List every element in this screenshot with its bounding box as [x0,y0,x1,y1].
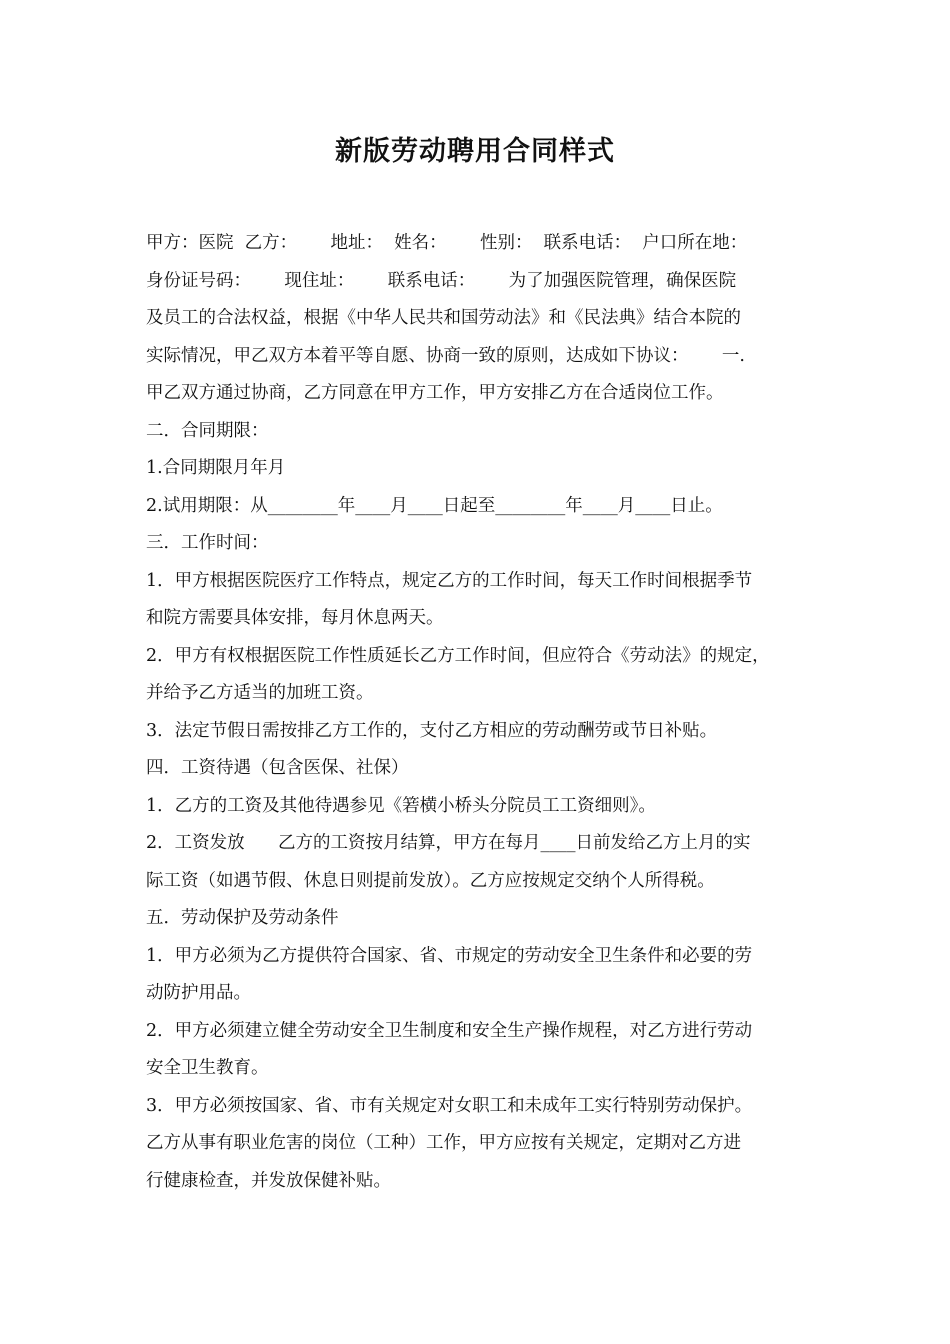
paragraph-line: 际工资（如遇节假、休息日则提前发放）。乙方应按规定交纳个人所得税。 [146,870,715,891]
paragraph-line: 并给予乙方适当的加班工资。 [146,683,374,703]
paragraph-line: 身份证号码： 现住址： 联系电话： 为了加强医院管理，确保医院 [146,270,737,291]
paragraph-line: 及员工的合法权益，根据《中华人民共和国劳动法》和《民法典》结合本院的 [146,308,741,328]
paragraph-line: 行健康检查，并发放保健补贴。 [146,1170,391,1191]
section-heading: 三．工作时间： [146,533,269,553]
paragraph-line: 3．法定节假日需按排乙方工作的，支付乙方相应的劳动酬劳或节日补贴。 [146,720,718,741]
paragraph-line: 1．甲方必须为乙方提供符合国家、省、市规定的劳动安全卫生条件和必要的劳 [146,945,753,966]
paragraph-line: 3．甲方必须按国家、省、市有关规定对女职工和未成年工实行特别劳动保护。 [146,1095,753,1116]
paragraph-line: 动防护用品。 [146,983,251,1003]
paragraph-line: 2．工资发放 乙方的工资按月结算，甲方在每月____日前发给乙方上月的实 [146,833,751,853]
document-title: 新版劳动聘用合同样式 [335,136,615,167]
paragraph-line: 2.试用期限：从________年____月____日起至________年____月____日止。 [146,495,723,516]
paragraph-line: 和院方需要具体安排，每月休息两天。 [146,608,444,628]
paragraph-line: 乙方从事有职业危害的岗位（工种）工作，甲方应按有关规定，定期对乙方进 [146,1133,741,1153]
paragraph-line: 1.合同期限月年月 [146,458,286,478]
paragraph-line: 甲乙双方通过协商，乙方同意在甲方工作，甲方安排乙方在合适岗位工作。 [146,383,724,403]
section-heading: 四．工资待遇（包含医保、社保） [146,758,409,778]
paragraph-line: 甲方：医院 乙方： 地址： 姓名： 性别： 联系电话： 户口所在地： [146,233,748,253]
paragraph-line: 2．甲方有权根据医院工作性质延长乙方工作时间，但应符合《劳动法》的规定， [146,645,770,666]
section-heading: 五．劳动保护及劳动条件 [146,908,339,928]
paragraph-line: 2．甲方必须建立健全劳动安全卫生制度和安全生产操作规程，对乙方进行劳动 [146,1020,753,1041]
document-body [146,225,814,1200]
paragraph-line: 1．乙方的工资及其他待遇参见《箬横小桥头分院员工工资细则》。 [146,795,656,816]
section-heading: 二．合同期限： [146,420,269,441]
paragraph-line: 实际情况，甲乙双方本着平等自愿、协商一致的原则，达成如下协议： 一. [146,345,745,366]
paragraph-line: 安全卫生教育。 [146,1058,269,1078]
paragraph-line: 1．甲方根据医院医疗工作特点，规定乙方的工作时间，每天工作时间根据季节 [146,570,753,591]
